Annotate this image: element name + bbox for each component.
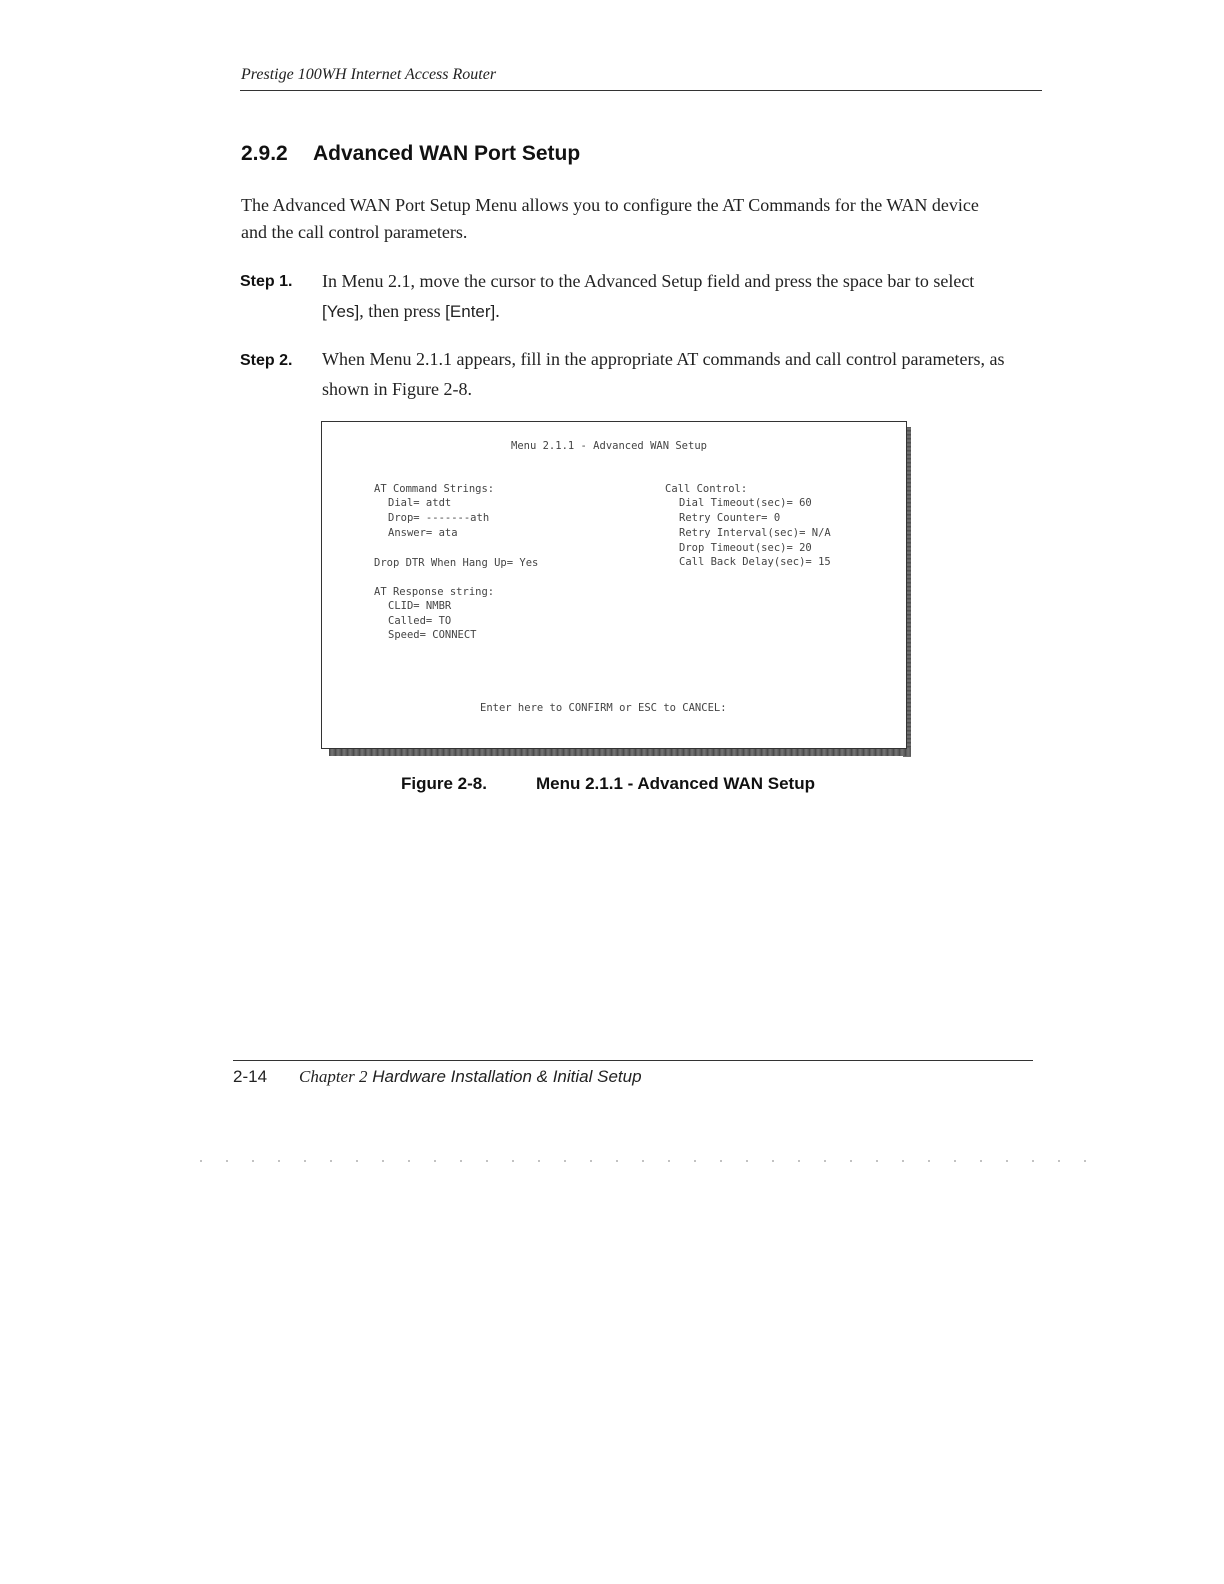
section-number: 2.9.2 — [241, 142, 288, 165]
figure-number: Figure 2-8. — [401, 774, 487, 793]
page-number: 2-14 — [233, 1067, 268, 1086]
drop-field: Drop= -------ath — [388, 512, 490, 524]
step-2-text: When Menu 2.1.1 appears, fill in the appropriate AT commands and call control parameters, as shown in Figure 2-8. — [322, 349, 1005, 399]
confirm-prompt: Enter here to CONFIRM or ESC to CANCEL: — [480, 702, 727, 714]
menu-title: Menu 2.1.1 - Advanced WAN Setup — [511, 440, 707, 452]
running-header: Prestige 100WH Internet Access Router — [241, 66, 497, 83]
retry-interval-field: Retry Interval(sec)= N/A — [679, 527, 831, 539]
called-field: Called= TO — [388, 615, 452, 627]
header-rule — [240, 90, 1042, 91]
scan-artifact — [200, 1160, 1100, 1162]
footer-rule — [233, 1060, 1033, 1061]
dial-timeout-field: Dial Timeout(sec)= 60 — [679, 497, 812, 509]
dial-field: Dial= atdt — [388, 497, 452, 509]
speed-field: Speed= CONNECT — [388, 629, 477, 641]
step-1-key-enter: [Enter] — [445, 302, 496, 321]
at-commands-heading: AT Command Strings: — [374, 483, 495, 495]
answer-field: Answer= ata — [388, 527, 458, 539]
footer-chapter-title: Hardware Installation & Initial Setup — [372, 1067, 642, 1086]
at-response-heading: AT Response string: — [374, 586, 495, 598]
step-2-label: Step 2. — [240, 352, 293, 369]
figure-caption — [401, 774, 815, 794]
section-title — [241, 142, 580, 166]
call-control-heading: Call Control: — [665, 483, 748, 495]
step-1-text-a: In Menu 2.1, move the cursor to the Advanced Setup field and press the space bar to select — [322, 271, 975, 291]
screen-shadow-bottom — [329, 748, 911, 756]
clid-field: CLID= NMBR — [388, 600, 452, 612]
step-1-text-c: . — [495, 301, 500, 321]
page-footer — [233, 1067, 642, 1087]
call-back-delay-field: Call Back Delay(sec)= 15 — [679, 556, 831, 568]
step-1-text — [322, 266, 1012, 327]
section-heading: Advanced WAN Port Setup — [313, 142, 581, 165]
drop-dtr-field: Drop DTR When Hang Up= Yes — [374, 557, 539, 569]
figure-title: Menu 2.1.1 - Advanced WAN Setup — [536, 774, 815, 793]
retry-counter-field: Retry Counter= 0 — [679, 512, 781, 524]
step-1-key-yes: [Yes] — [322, 302, 360, 321]
menu-screen — [321, 421, 907, 749]
drop-timeout-field: Drop Timeout(sec)= 20 — [679, 542, 812, 554]
step-1-label: Step 1. — [240, 273, 293, 290]
step-1-text-b: , then press — [359, 301, 446, 321]
intro-paragraph: The Advanced WAN Port Setup Menu allows you to configure the AT Commands for the WAN device and the call control parameters. — [241, 195, 979, 242]
footer-chapter: Chapter 2 — [299, 1067, 368, 1086]
